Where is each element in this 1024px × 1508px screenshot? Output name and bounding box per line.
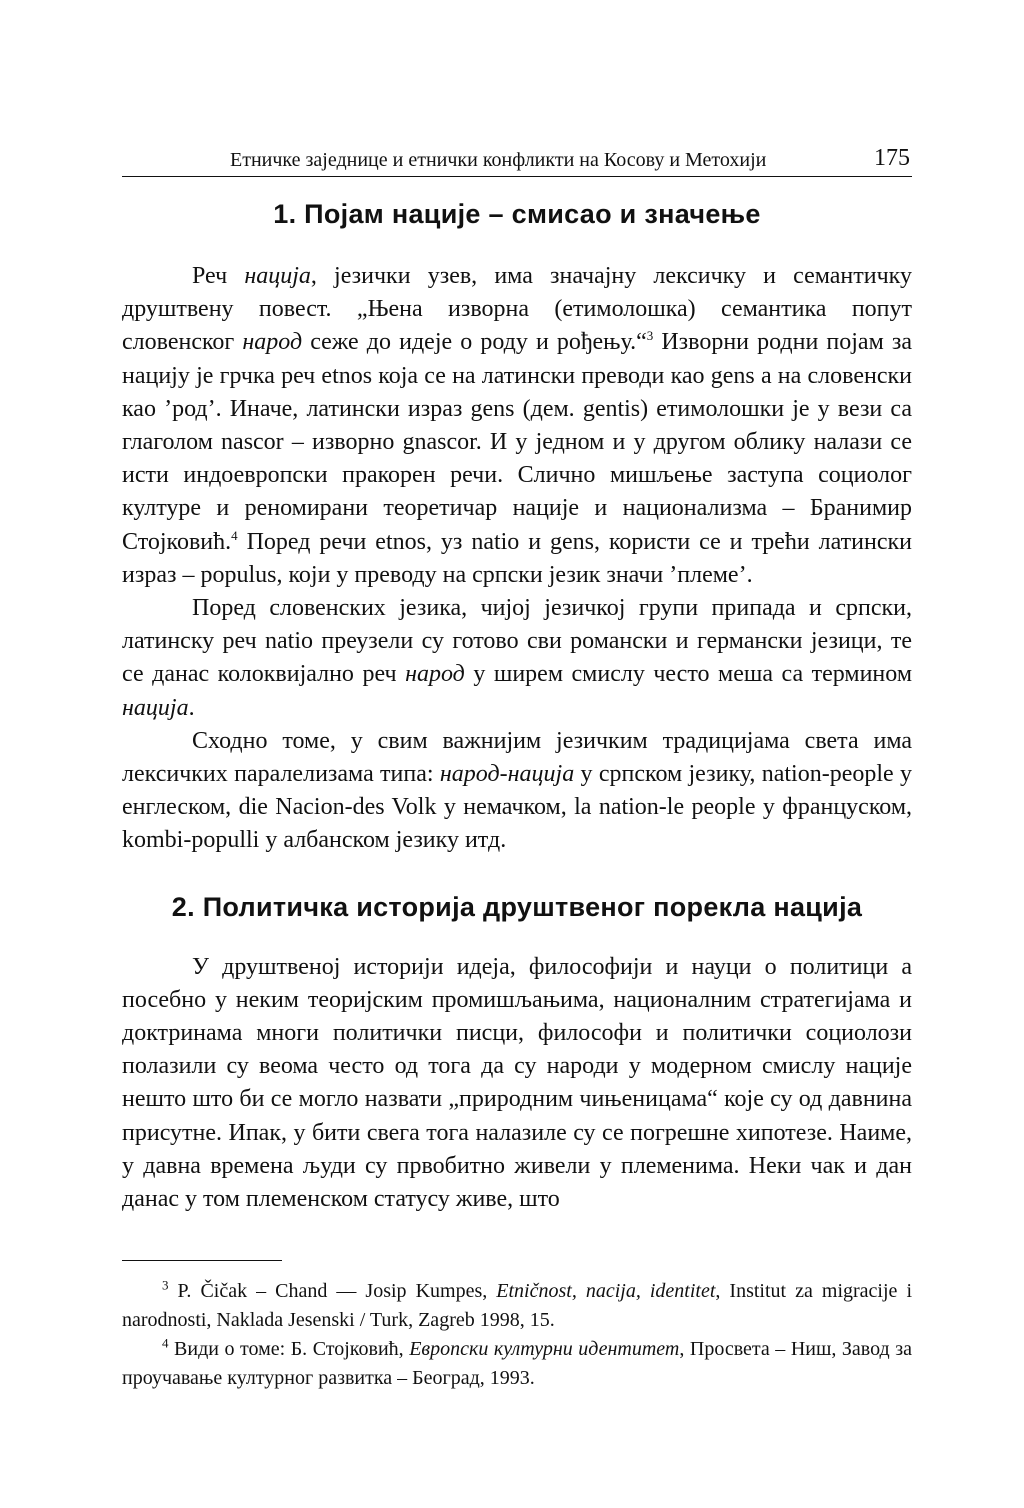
footnote-divider <box>122 1260 282 1261</box>
section-1-paragraph-2: Поред словенских језика, чијој језичкој групи припада и српски, латинску реч natio преузели су готово сви романски и германски језици, те се данас колоквијално реч народ у ширем смислу често меша са термином нација. <box>122 595 913 721</box>
footnote-ref-4: 4 <box>231 527 238 543</box>
running-header-title: Етничке заједнице и етнички конфликти на Косову и Метохији <box>230 149 767 171</box>
page-number: 175 <box>874 145 910 171</box>
section-1-heading: 1. Појам нације – смисао и значење <box>273 199 761 229</box>
section-1-paragraph-3: Сходно томе, у свим важнијим језичким традицијама света има лексичких паралелизама типа: народ-нација у српском језику, nation-people у енглеском, die Nacion-des Volk у немачком, la nation-le people у француском, kombi-populli у албанском језику итд. <box>122 727 912 854</box>
footnote-3: $^3$ P. Čičak – Chand — Josip Kumpes, Etničnost, nacija, identitet, Institut za migracije i narodnosti, Naklada Jesenski / Turk, Zagreb 1998, 15. <box>122 1277 913 1332</box>
section-2-heading: 2. Политичка историја друштвеног порекла нација <box>171 891 863 922</box>
footnote-4: $^4$ Види о томе: Б. Стојковић, Европски културни идентитет, Просвета – Ниш, Завод за проучавање културног развитка – Београд, 1993. <box>122 1335 912 1390</box>
running-header <box>122 140 912 177</box>
page <box>122 140 912 1393</box>
footnote-ref-3: 3 <box>646 328 654 344</box>
section-1-paragraph-1: Реч нација, језички узев, има значајну лексичку и семантичку друштвену повест. „Њена изворна (етимолошка) семантика попут словенског народ сеже до идеје о роду и рођењу.“$^3$ Изворни родни појам за нацију је грчка реч etnos која се на латински преводи као gens а на словенски као ’род’. Иначе, латински израз gens (дем. gentis) етимолошки је у вези са глаголом nascor – изворно gnascor. И у једном и у другом облику налази се исти индоевропски пракорен речи. Слично мишљење заступа социолог културе и реномирани теоретичар нације и национализма – Бранимир Стојковић.$^4$ Поред речи etnos, уз natio и gens, користи се и трећи латински израз – populus, који у преводу на српски језик значи ’племе’. <box>122 263 912 588</box>
section-2-paragraph-1: У друштвеној историји идеја, философији и науци о политици а посебно у неким теоријским промишљањима, националним стратегијама и доктринама многи политички писци, философи и политички социолози полазили су веома често од тога да су народи у модерном смислу нације нешто што би се могло назвати „природним чињеницама“ које су од давнина присутне. Ипак, у бити свега тога налазиле су се погрешне хипотезе. Наиме, у давна времена људи су првобитно живели у племенима. Неки чак и дан данас у том племенском статусу живе, што <box>122 953 912 1213</box>
